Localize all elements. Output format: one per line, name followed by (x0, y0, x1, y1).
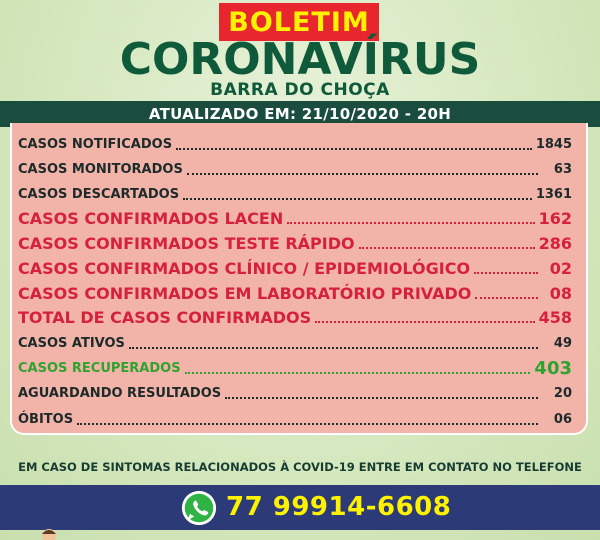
row-value: 02 (549, 258, 572, 278)
row-value: 458 (538, 307, 572, 327)
row-label: ÓBITOS (18, 411, 74, 427)
row-label: CASOS CONFIRMADOS EM LABORATÓRIO PRIVADO (18, 283, 472, 303)
row-value: 162 (538, 208, 572, 228)
dot-leader (315, 321, 534, 323)
row-value: 49 (553, 335, 572, 351)
city-subtitle: BARRA DO CHOÇA (210, 80, 390, 100)
dot-leader (359, 247, 535, 249)
row-descartados (18, 182, 572, 206)
dot-leader (129, 347, 538, 349)
boletim-badge: BOLETIM (219, 3, 379, 41)
dot-leader (176, 148, 532, 150)
row-aguardando (18, 381, 572, 405)
row-confirmados-teste-rapido (18, 231, 572, 255)
row-value: 08 (549, 283, 572, 303)
row-value: 63 (553, 161, 572, 177)
row-value: 1845 (535, 136, 572, 152)
row-total-confirmados (18, 305, 572, 329)
row-label: CASOS ATIVOS (18, 335, 125, 351)
dot-leader (475, 297, 538, 299)
dot-leader (183, 198, 532, 200)
row-confirmados-lacen (18, 206, 572, 230)
row-value: 20 (553, 385, 572, 401)
row-value: 403 (534, 357, 572, 379)
row-confirmados-lab-privado (18, 281, 572, 305)
row-ativos (18, 331, 572, 355)
row-confirmados-clinico (18, 256, 572, 280)
person-illustration (34, 526, 64, 540)
dot-leader (187, 173, 538, 175)
row-obitos (18, 407, 572, 431)
row-notificados (18, 132, 572, 156)
dot-leader (225, 397, 538, 399)
row-label: CASOS RECUPERADOS (18, 360, 181, 376)
row-label: AGUARDANDO RESULTADOS (18, 385, 222, 401)
updated-date-bar: ATUALIZADO EM: 21/10/2020 - 20H (0, 101, 600, 127)
row-label: CASOS CONFIRMADOS LACEN (18, 208, 284, 228)
phone-number[interactable]: 77 99914-6608 (226, 492, 452, 522)
row-value: 06 (553, 411, 572, 427)
row-label: CASOS NOTIFICADOS (18, 136, 173, 152)
row-label: CASOS DESCARTADOS (18, 186, 180, 202)
row-recuperados (18, 356, 572, 380)
dot-leader (185, 372, 531, 374)
row-label: CASOS CONFIRMADOS TESTE RÁPIDO (18, 233, 355, 253)
row-value: 286 (538, 233, 572, 253)
dot-leader (474, 272, 538, 274)
contact-note: EM CASO DE SINTOMAS RELACIONADOS À COVID-19 ENTRE EM CONTATO NO TELEFONE (18, 460, 582, 474)
dot-leader (287, 222, 534, 224)
row-value: 1361 (535, 186, 572, 202)
row-label: TOTAL DE CASOS CONFIRMADOS (18, 307, 312, 327)
row-label: CASOS MONITORADOS (18, 161, 183, 177)
dot-leader (77, 423, 538, 425)
row-monitorados (18, 157, 572, 181)
page-title: CORONAVÍRUS (119, 34, 481, 85)
whatsapp-icon[interactable] (180, 489, 218, 527)
row-label: CASOS CONFIRMADOS CLÍNICO / EPIDEMIOLÓGICO (18, 258, 471, 278)
